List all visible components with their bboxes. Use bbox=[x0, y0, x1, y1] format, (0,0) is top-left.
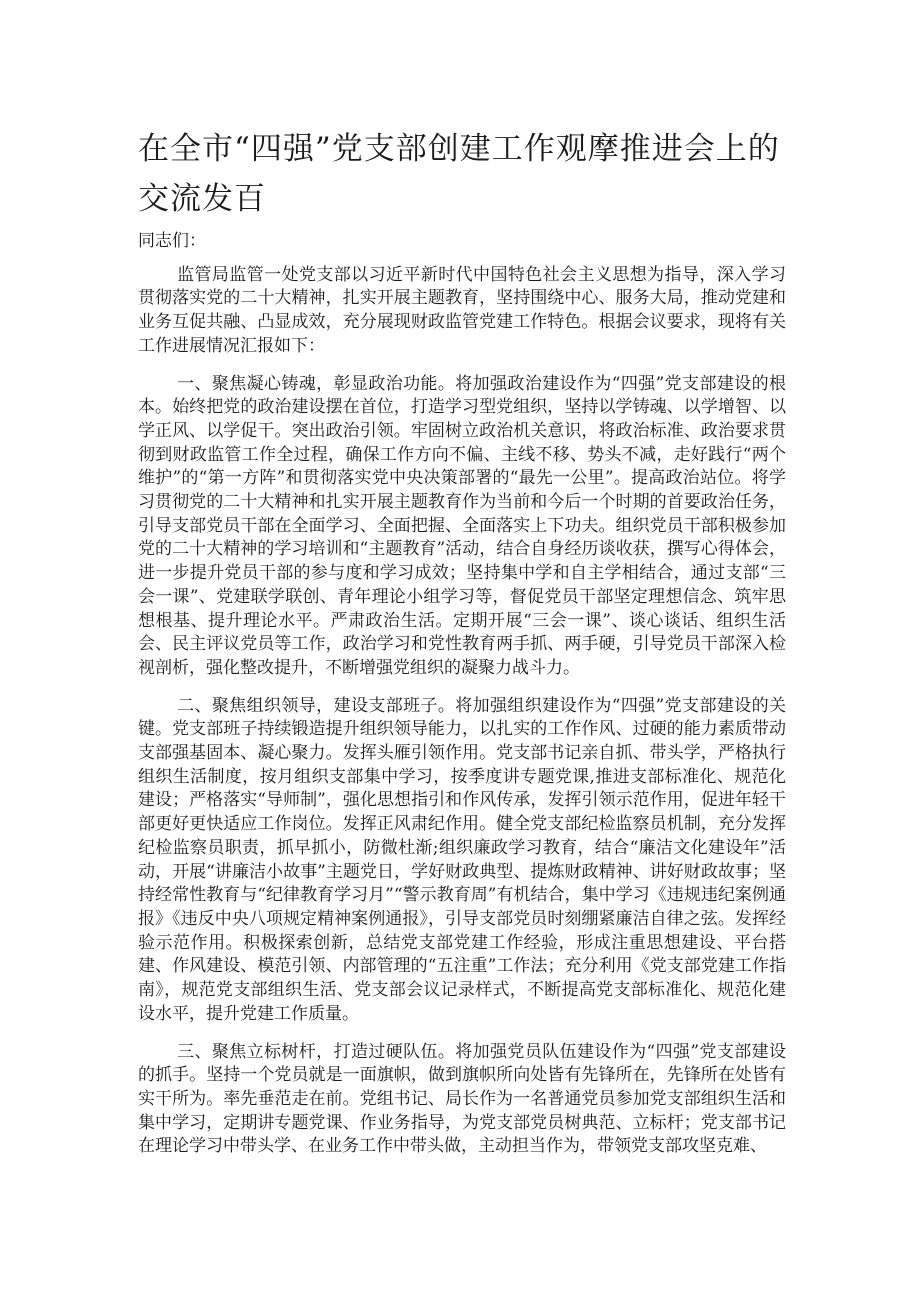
section-one-paragraph: 一、聚焦凝心铸魂，彰显政治功能。将加强政治建设作为“四强”党支部建设的根本。始终把党的政治建设摆在首位，打造学习型党组织，坚持以学铸魂、以学增智、以学正风、以学促干。突出政治引领。牢固树立政治机关意识，将政治标准、政治要求贯彻到财政监管工作全过程，确保工作方向不偏、主线不移、势头不减，走好践行“两个维护”的“第一方阵”和贯彻落实党中央决策部署的“最先一公里”。提高政治站位。将学习贯彻党的二十大精神和扎实开展主题教育作为当前和今后一个时期的首要政治任务，引导支部党员干部在全面学习、全面把握、全面落实上下功夫。组织党员干部积极参加党的二十大精神的学习培训和“主题教育”活动，结合自身经历谈收获，撰写心得体会，进一步提升党员干部的参与度和学习成效；坚持集中学和自主学相结合，通过支部“三会一课”、党建联学联创、青年理论小组学习等，督促党员干部坚定理想信念、筑牢思想根基、提升理论水平。严肃政治生活。定期开展“三会一课”、谈心谈话、组织生活会、民主评议党员等工作，政治学习和党性教育两手抓、两手硬，引导党员干部深入检视剖析，强化整改提升，不断增强党组织的凝聚力战斗力。 bbox=[138, 373, 786, 678]
document-title: 在全市“四强”党支部创建工作观摩推进会上的交流发百 bbox=[138, 131, 780, 217]
section-two-paragraph: 二、聚焦组织领导，建设支部班子。将加强组织建设作为“四强”党支部建设的关键。党支部班子持续锻造提升组织领导能力，以扎实的工作作风、过硬的能力素质带动支部强基固本、凝心聚力。发挥头雁引领作用。党支部书记亲自抓、带头学，严格执行组织生活制度，按月组织支部集中学习，按季度讲专题党课,推进支部标准化、规范化建设；严格落实“导师制”，强化思想指引和作风传承，发挥引领示范作用，促进年轻干部更好更快适应工作岗位。发挥正风肃纪作用。健全党支部纪检监察员机制，充分发挥纪检监察员职责，抓早抓小，防微杜渐;组织廉政学习教育，结合“廉洁文化建设年”活动，开展“讲廉洁小故事”主题党日，学好财政典型、提炼财政精神、讲好财政故事；坚持经常性教育与“纪律教育学习月”“警示教育周”有机结合，集中学习《违规违纪案例通报》《违反中央八项规定精神案例通报》，引导支部党员时刻绷紧廉洁自律之弦。发挥经验示范作用。积极探索创新，总结党支部党建工作经验，形成注重思想建设、平台搭建、作风建设、模范引领、内部管理的“五注重”工作法；充分利用《党支部党建工作指南》，规范党支部组织生活、党支部会议记录样式，不断提高党支部标准化、规范化建设水平，提升党建工作质量。 bbox=[138, 695, 786, 1024]
section-three-paragraph: 三、聚焦立标树杆，打造过硬队伍。将加强党员队伍建设作为“四强”党支部建设的抓手。坚持一个党员就是一面旗帜，做到旗帜所向处皆有先锋所在，先锋所在处皆有实干所为。率先垂范走在前。党组书记、局长作为一名普通党员参加党支部组织生活和集中学习，定期讲专题党课、作业务指导，为党支部党员树典范、立标杆；党支部书记在理论学习中带头学、在业务工作中带头做，主动担当作为，带领党支部攻坚克难、 bbox=[138, 1041, 786, 1157]
salutation: 同志们： bbox=[138, 231, 206, 251]
document-body bbox=[138, 230, 786, 1173]
intro-paragraph: 监管局监管一处党支部以习近平新时代中国特色社会主义思想为指导，深入学习贯彻落实党的二十大精神，扎实开展主题教育，坚持围绕中心、服务大局，推动党建和业务互促共融、凸显成效，充分展现财政监管党建工作特色。根据会议要求，现将有关工作进展情况汇报如下： bbox=[138, 264, 786, 356]
